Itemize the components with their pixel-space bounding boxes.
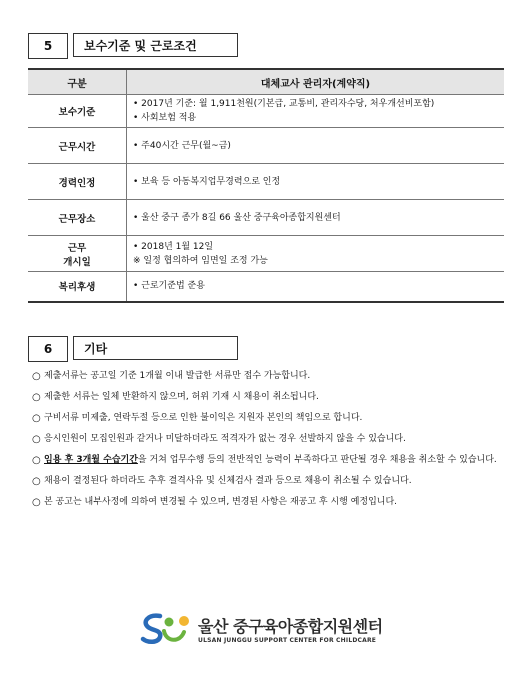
row-label: 근무시간: [28, 128, 127, 164]
list-item-text: 제출서류는 공고일 기준 1개월 이내 발급한 서류만 접수 가능합니다.: [44, 371, 311, 381]
row-label-line: 근무: [67, 242, 87, 254]
row-line: • 주40시간 근무(월~금): [133, 140, 231, 151]
circle-bullet-icon: ○: [32, 392, 41, 403]
section-6-header: [28, 336, 238, 362]
row-line: • 보육 등 아동복지업무경력으로 인정: [133, 176, 281, 187]
row-value: [127, 128, 505, 164]
list-item-text: 본 공고는 내부사정에 의하여 변경될 수 있으며, 변경된 사항은 재공고 후 시행 예정입니다.: [44, 497, 398, 507]
row-label-line: 개시일: [63, 256, 91, 268]
row-line: • 2018년 1월 12일: [133, 241, 214, 252]
table-row: [28, 164, 504, 200]
probation-rest: 을 거쳐 업무수행 등의 전반적인 능력이 부족하다고 판단될 경우 채용을 취소할 수 있습니다.: [137, 455, 497, 465]
list-item-text: [44, 454, 497, 467]
other-notes-list: [32, 370, 512, 517]
list-item: [32, 475, 512, 488]
row-line: ※ 일정 협의하여 임면일 조정 가능: [133, 255, 268, 266]
childcare-center-logo-icon: [140, 612, 192, 646]
section-5-header: [28, 33, 238, 59]
table-row: [28, 95, 504, 128]
table-row: [28, 236, 504, 272]
logo-name-korean: 울산 중구육아종합지원센터: [198, 617, 383, 636]
circle-bullet-icon: ○: [32, 413, 41, 424]
row-label: 근무장소: [28, 200, 127, 236]
list-item: [32, 454, 512, 467]
list-item: [32, 496, 512, 509]
probation-highlight: 임용 후 3개월 수습기간: [44, 455, 138, 465]
section-6-number: 6: [28, 336, 68, 362]
circle-bullet-icon: ○: [32, 497, 41, 508]
list-item: [32, 433, 512, 446]
row-value: [127, 236, 505, 272]
row-label: [28, 236, 127, 272]
table-row: [28, 128, 504, 164]
logo-name-english: ULSAN JUNGGU SUPPORT CENTER FOR CHILDCARE: [198, 637, 377, 644]
list-item-text: 응시인원이 모집인원과 같거나 미달하더라도 적격자가 없는 경우 선발하지 않을 수 있습니다.: [44, 434, 406, 444]
header-category: 구분: [28, 69, 127, 95]
row-value: [127, 95, 505, 128]
list-item: [32, 370, 512, 383]
row-value: [127, 200, 505, 236]
table-row: [28, 200, 504, 236]
section-5-number: 5: [28, 33, 68, 59]
logo-text: [198, 614, 383, 644]
row-value: [127, 272, 505, 302]
row-line: • 울산 중구 종가 8길 66 울산 중구육아종합지원센터: [133, 212, 341, 223]
working-conditions-table: [28, 68, 504, 303]
table-header-row: [28, 69, 504, 95]
list-item: [32, 412, 512, 425]
header-position: 대체교사 관리자(계약직): [127, 69, 505, 95]
circle-bullet-icon: ○: [32, 455, 41, 466]
list-item-text: 제출한 서류는 일체 반환하지 않으며, 허위 기재 시 채용이 취소됩니다.: [44, 392, 319, 402]
list-item: [32, 391, 512, 404]
row-label: 보수기준: [28, 95, 127, 128]
row-line: • 사회보험 적용: [133, 113, 197, 123]
section-5-title: 보수기준 및 근로조건: [73, 33, 238, 57]
list-item-text: 채용이 결정된다 하더라도 추후 결격사유 및 신체검사 결과 등으로 채용이 취소될 수 있습니다.: [44, 476, 412, 486]
row-value: [127, 164, 505, 200]
table-row: [28, 272, 504, 302]
list-item-text: 구비서류 미제출, 연락두절 등으로 인한 불이익은 지원자 본인의 책임으로 합니다.: [44, 413, 363, 423]
row-label: 경력인정: [28, 164, 127, 200]
section-6-title: 기타: [73, 336, 238, 360]
circle-bullet-icon: ○: [32, 434, 41, 445]
row-line: • 근로기준법 준용: [133, 281, 205, 292]
circle-bullet-icon: ○: [32, 476, 41, 487]
circle-bullet-icon: ○: [32, 371, 41, 382]
row-line: • 2017년 기준: 월 1,911천원(기본급, 교통비, 관리자수당, 처우개선비포함): [133, 99, 435, 109]
center-logo: [140, 612, 383, 646]
row-label: 복리후생: [28, 272, 127, 302]
